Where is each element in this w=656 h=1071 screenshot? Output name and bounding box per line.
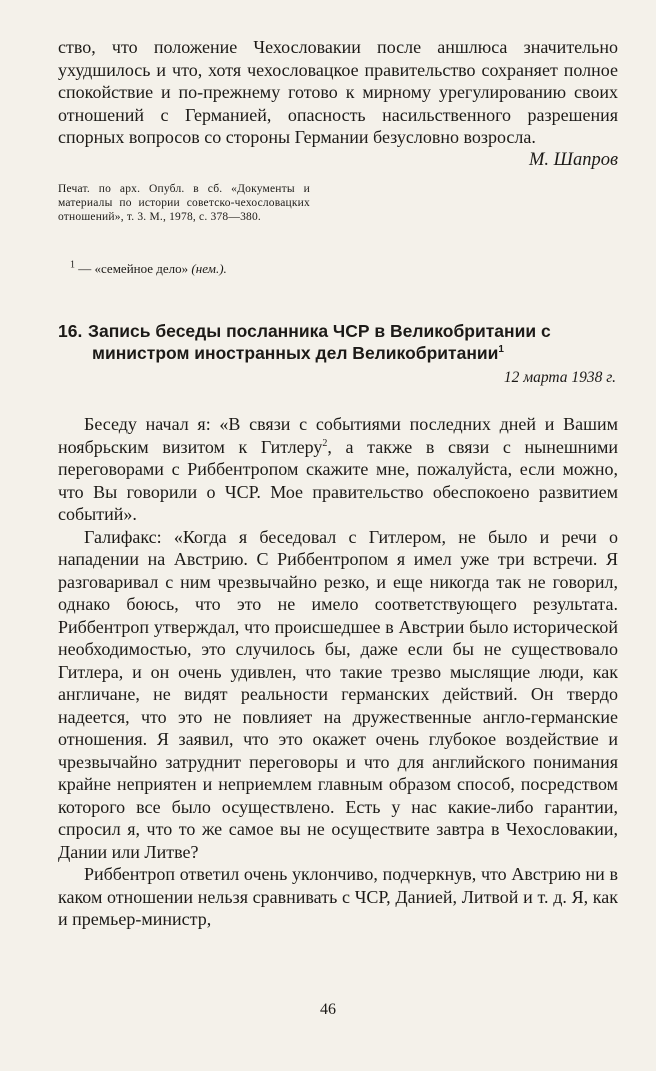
document-heading xyxy=(58,320,618,364)
body-text xyxy=(58,413,618,931)
footnote-language: (нем.). xyxy=(191,261,227,276)
paragraph-1-text-b: , а также в связи с нынешними переговорами с Риббентропом скажите мне, пожалуйста, если можно, что Вы говорили о ЧСР. Мое правительство обеспокоено развитием событий». xyxy=(58,436,619,524)
footnote-ref-2: 2 xyxy=(322,437,328,449)
source-note: Печат. по арх. Опубл. в сб. «Документы и материалы по истории советско-чехословацких отношений», т. 3. М., 1978, с. 378—380. xyxy=(58,183,310,223)
document-title-line1: Запись беседы посланника ЧСР в Великобритании с xyxy=(88,321,551,341)
signature: М. Шапров xyxy=(529,149,618,170)
footnote xyxy=(70,261,227,277)
document-title-line2: министром иностранных дел Великобритании xyxy=(92,343,499,363)
page-number: 46 xyxy=(320,1001,336,1018)
document-number: 16. xyxy=(58,321,83,341)
footnote-text: — «семейное дело» xyxy=(75,261,192,276)
intro-paragraph: ство, что положение Чехословакии после аншлюса значительно ухудшилось и что, хотя чехословацкое правительство сохраняет полное спокойствие и по-прежнему готово к мирному урегулированию своих отношений с Германией, опасность насильственного разрешения спорных вопросов со стороны Германии безусловно возросла. xyxy=(58,37,618,147)
paragraph-1-text-a: Беседу начал я: «В связи с событиями последних дней и Вашим ноябрьским визитом к Гитлеру xyxy=(58,414,618,457)
intro-block xyxy=(58,36,618,172)
paragraph-2: Галифакс: «Когда я беседовал с Гитлером, не было и речи о нападении на Австрию. С Риббентропом я имел уже три встречи. Я разговаривал с ним чрезвычайно резко, и еще никогда так не говорил, однако боюсь, что это не имело соответствующего результата. Риббентроп утверждал, что происшедшее в Австрии было исторической необходимостью, это случилось бы, даже если бы не существовало Гитлера, и он очень удивлен, что такие трезво мыслящие люди, как англичане, не видят реальности германских действий. Он твердо надеется, что это не повлияет на дружественные англо-германские отношения. Я заявил, что это окажет очень глубокое воздействие и чрезвычайно затруднит переговоры и что для английского понимания крайне неприятен и неприемлем главным образом способ, посредством которого все было осуществлено. Есть у нас какие-либо гарантии, спросил я, что то же самое вы не осуществите завтра в Чехословакии, Дании или Литве? xyxy=(58,526,618,862)
footnote-marker: 1 xyxy=(70,259,75,271)
document-date: 12 марта 1938 г. xyxy=(503,369,616,386)
paragraph-1 xyxy=(58,413,618,526)
title-footnote-marker: 1 xyxy=(498,344,504,356)
paragraph-3: Риббентроп ответил очень уклончиво, подчеркнув, что Австрию ни в каком отношении нельзя сравнивать с ЧСР, Данией, Литвой и т. д. Я, как и премьер-министр, xyxy=(58,864,618,929)
